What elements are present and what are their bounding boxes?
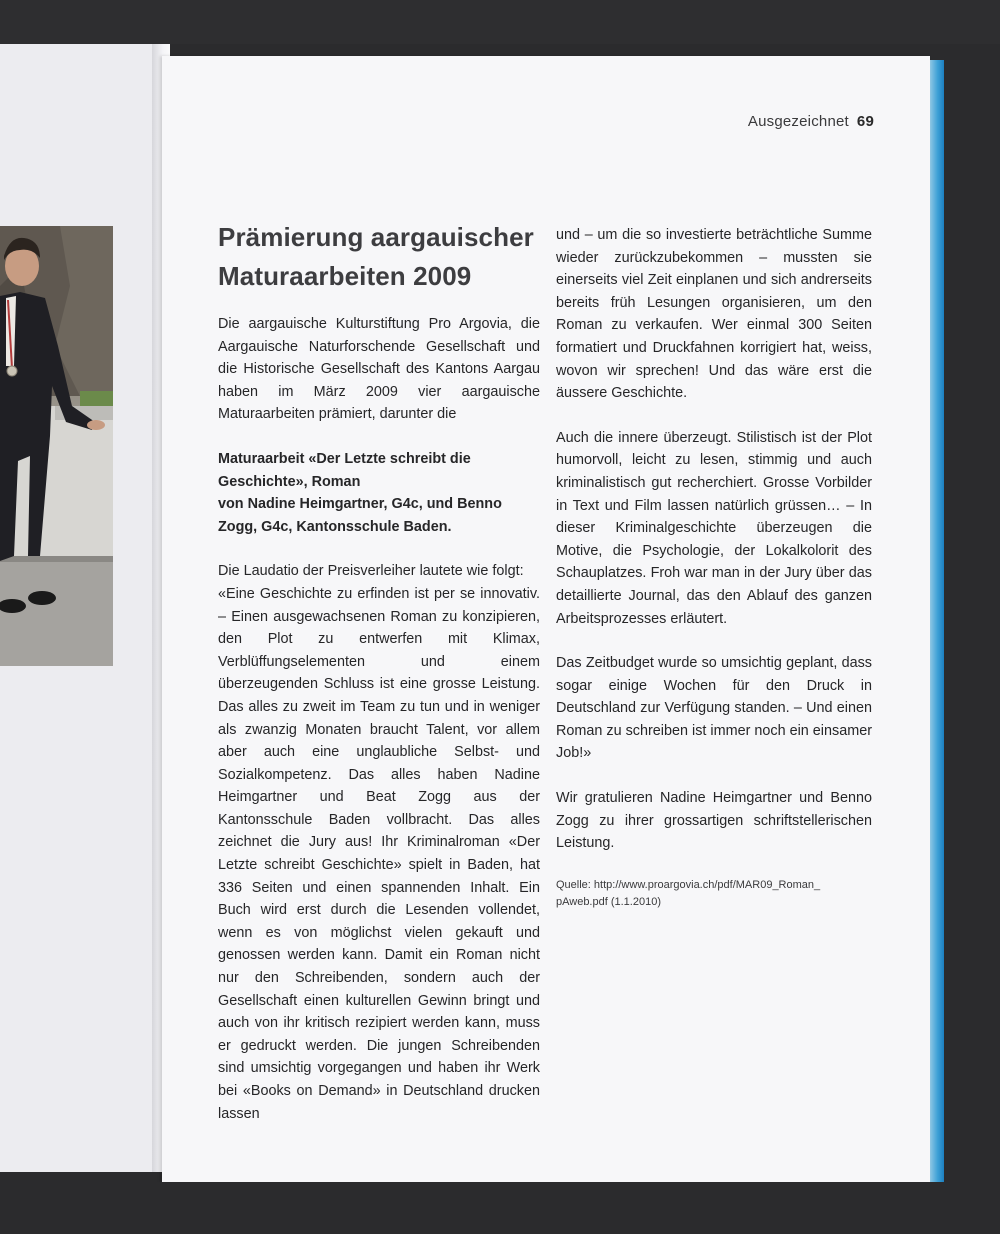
- left-column: [218, 218, 540, 1125]
- laudatio-text: «Eine Geschichte zu erfinden ist per se innovativ. – Einen ausgewachsenen Roman zu konzipieren, den Plot zu entwerfen mit Klimax, Verblüffungselementen und einem überzeugenden Schluss ist eine grosse Leistung. Das alles zu zweit im Team zu tun und in weniger als zwanzig Monaten braucht Talent, vor allem aber auch eine unglaubliche Selbst- und Sozialkompetenz. Das alles haben Nadine Heimgartner und Beat Zogg aus der Kantonsschule Baden vollbracht. Das alles zeichnet die Jury aus! Ihr Kriminalroman «Der Letzte schreibt Geschichte» spielt in Baden, hat 336 Seiten und einen spannenden Inhalt. Ein Buch wird erst durch die Lesenden vollendet, wenn es von möglichst vielen gekauft und genossen werden kann. Damit ein Roman nicht nur den Schreibenden, sondern auch der Gesellschaft einen kulturellen Gewinn bringt und auch von ihr kritisch rezipiert werden kann, muss er gedruckt werden. Die jungen Schreibenden sind umsichtig vorgegangen und haben ihr Werk bei «Books on Demand» in Deutschland drucken lassen: [218, 585, 540, 1122]
- student-portrait-photo: [0, 226, 113, 666]
- scanner-background-top: [0, 0, 1000, 44]
- right-paragraph-1: und – um die so investierte beträchtliche Summe wieder zurückzubekommen – mussten sie einerseits viel Zeit einplanen und sich andrerseits bereits früh Lesungen organisieren, um den Roman zu verkaufen. Wer einmal 300 Seiten formatiert und Druckfahnen korrigiert hat, weiss, wovon wir sprechen! Und das wäre erst die äussere Geschichte.: [556, 227, 872, 402]
- laudatio-intro: Die Laudatio der Preisverleiher lautete wie folgt:: [218, 563, 524, 580]
- section-title: Ausgezeichnet: [747, 113, 849, 130]
- page-number: 69: [856, 113, 874, 130]
- right-column: [556, 224, 872, 911]
- right-paragraph-3: Das Zeitbudget wurde so umsichtig geplant, dass sogar einige Wochen für den Druck in Deutschland zur Verfügung standen. – Und einen Roman zu schreiben ist immer noch ein einsamer Job!»: [556, 655, 872, 762]
- photo-illustration: [0, 226, 113, 666]
- title-line-1: Prämierung aargauischer: [218, 222, 534, 252]
- page-edge-blue: [930, 60, 944, 1182]
- scanner-background-bottom: [0, 1182, 1000, 1234]
- work-authors-line: von Nadine Heimgartner, G4c, und Benno Zogg, G4c, Kantonsschule Baden.: [218, 496, 502, 535]
- running-header: [748, 113, 874, 130]
- work-title-line: Maturaarbeit «Der Letzte schreibt die Geschichte», Roman: [218, 450, 471, 490]
- right-paragraph-4: Wir gratulieren Nadine Heimgartner und Benno Zogg zu ihrer grossartigen schriftstellerischen Leistung.: [556, 790, 872, 852]
- source-citation: [556, 877, 872, 911]
- right-page: [162, 56, 930, 1182]
- article-title: [218, 218, 540, 296]
- source-line-1: Quelle: http://www.proargovia.ch/pdf/MAR09_Roman_: [556, 878, 821, 891]
- intro-paragraph: Die aargauische Kulturstiftung Pro Argovia, die Aargauische Naturforschende Gesellschaft und die Historische Gesellschaft des Kantons Aargau haben im März 2009 vier aargauische Maturaarbeiten prämiert, darunter die: [218, 316, 540, 423]
- source-line-2: pAweb.pdf (1.1.2010): [556, 895, 661, 908]
- title-line-2: Maturaarbeiten 2009: [218, 261, 472, 291]
- right-paragraph-2: Auch die innere überzeugt. Stilistisch ist der Plot humorvoll, leicht zu lesen, stimmig und auch kriminalistisch gut recherchiert. Grosse Vorbilder in Text und Film lassen natürlich grüssen… – In dieser Kriminalgeschichte überzeugen die Motive, die Psychologie, der Lokalkolorit des Schauplatzes. Froh war man in der Jury über das detaillierte Journal, das den Ablauf des ganzen Arbeitsprozesses erläutert.: [556, 429, 872, 627]
- work-citation: [218, 448, 540, 538]
